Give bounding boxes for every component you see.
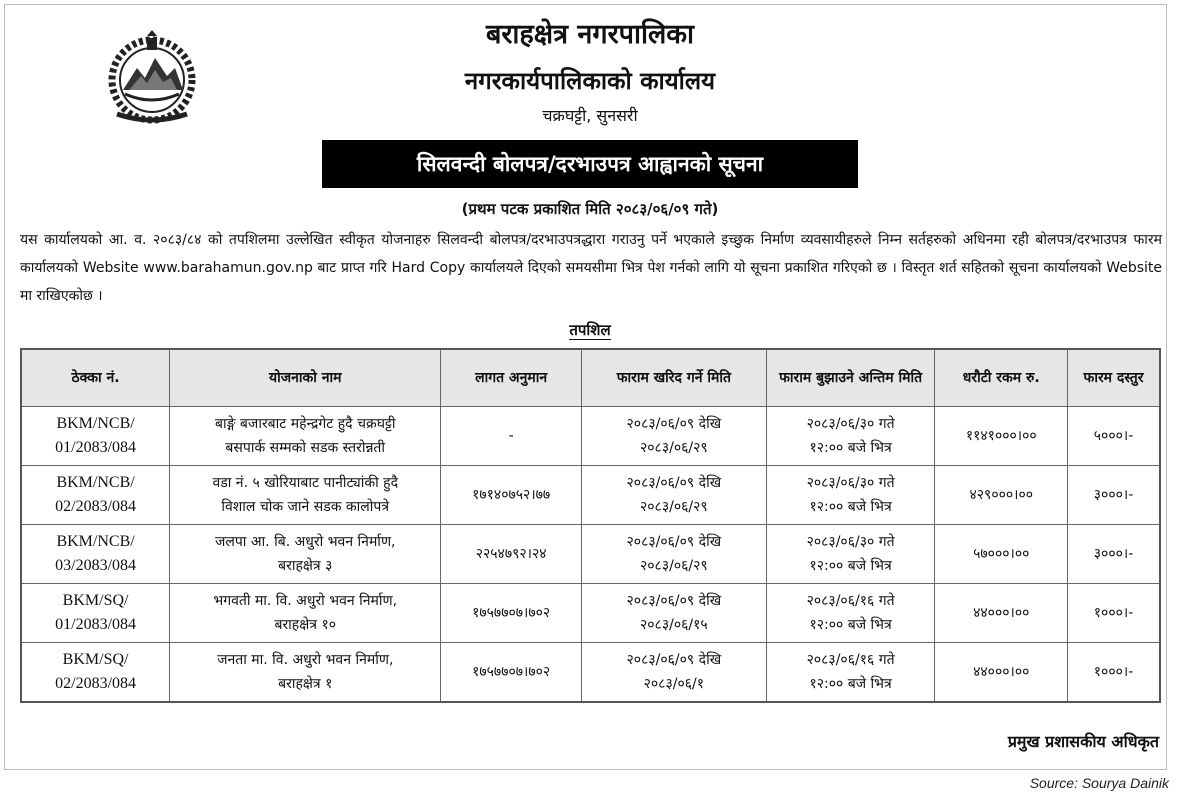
municipality-emblem-icon xyxy=(95,28,210,128)
form-fee-cell: ५०००।- xyxy=(1068,407,1160,466)
contract-no-line: BKM/SQ/ xyxy=(62,592,129,609)
deadline-cell xyxy=(766,466,935,525)
office-name: नगरकार्यपालिकाको कार्यालय xyxy=(464,67,716,95)
purchase-date-cell xyxy=(581,466,766,525)
project-name-line: जनता मा. वि. अधुरो भवन निर्माण, xyxy=(217,652,394,668)
deadline-line: १२:०० बजे भित्र xyxy=(809,676,892,692)
project-name-line: वडा नं. ५ खोरियाबाट पानीट्यांकी हुदै xyxy=(212,475,399,491)
schedule-heading xyxy=(480,318,700,342)
contract-no-line: 02/2083/084 xyxy=(55,675,137,692)
column-header-purchase-date: फाराम खरिद गर्ने मिति xyxy=(581,349,766,407)
project-name-line: बराहक्षेत्र १० xyxy=(274,617,337,633)
deadline-line: २०८३/०६/३० गते xyxy=(806,475,895,491)
deadline-line: १२:०० बजे भित्र xyxy=(809,558,892,574)
purchase-date-line: २०८३/०६/०९ देखि xyxy=(626,416,722,432)
purchase-date-line: २०८३/०६/०९ देखि xyxy=(626,593,722,609)
purchase-date-line: २०८३/०६/०९ देखि xyxy=(626,652,722,668)
contract-no-cell xyxy=(21,466,170,525)
project-name-line: बसपार्क सम्मको सडक स्तरोन्नती xyxy=(225,440,386,456)
project-name-cell xyxy=(170,407,441,466)
schedule-heading-label: तपशिल xyxy=(569,321,611,339)
deposit-cell: ५७०००।०० xyxy=(935,525,1068,584)
project-name-line: विशाल चोक जाने सडक कालोपत्रे xyxy=(221,499,390,515)
form-fee-cell: १०००।- xyxy=(1068,643,1160,703)
deposit-cell: ११४१०००।०० xyxy=(935,407,1068,466)
column-header-form-fee: फारम दस्तुर xyxy=(1068,349,1160,407)
project-name-cell xyxy=(170,584,441,643)
form-fee-cell: १०००।- xyxy=(1068,584,1160,643)
project-name-cell xyxy=(170,525,441,584)
contract-no-line: BKM/NCB/ xyxy=(56,533,135,550)
deadline-line: १२:०० बजे भित्र xyxy=(809,440,892,456)
contract-no-cell xyxy=(21,643,170,703)
notice-title-banner: सिलवन्दी बोलपत्र/दरभाउपत्र आह्वानको सूचना xyxy=(322,140,858,188)
org-name: बराहक्षेत्र नगरपालिका xyxy=(485,19,695,50)
deadline-line: २०८३/०६/३० गते xyxy=(806,534,895,550)
table-row xyxy=(21,407,1160,466)
project-name-line: भगवती मा. वि. अधुरो भवन निर्माण, xyxy=(213,593,398,609)
project-name-line: बराहक्षेत्र ३ xyxy=(278,558,333,574)
contract-no-cell xyxy=(21,407,170,466)
table-row xyxy=(21,525,1160,584)
office-address: चक्रघट्टी, सुनसरी xyxy=(542,106,638,125)
contract-no-line: BKM/NCB/ xyxy=(56,415,135,432)
purchase-date-line: २०८३/०६/२९ xyxy=(639,440,708,456)
column-header-project-name: योजनाको नाम xyxy=(170,349,441,407)
column-header-contract-no: ठेक्का नं. xyxy=(21,349,170,407)
table-header-row xyxy=(21,349,1160,407)
notice-body-text: यस कार्यालयको आ. व. २०८३/८४ को तपशिलमा उल्लेखित स्वीकृत योजनाहरु सिलवन्दी बोलपत्र/दरभाउपत्रद्धारा गराउनु पर्ने भएकाले इच्छुक निर्माण व्यवसायीहरुले निम्न सर्तहरुको अधिनमा रही बोलपत्र/दरभाउपत्र फारम कार्यालयको Website www.barahamun.gov.np बाट प्राप्त गरि Hard Copy कार्यालयले दिएको समयसीमा भित्र पेश गर्नको लागि यो सूचना प्रकाशित गरिएको छ । विस्तृत शर्त सहितको सूचना कार्यालयको Website मा राखिएकोछ । xyxy=(20,232,1163,304)
form-fee-cell: ३०००।- xyxy=(1068,525,1160,584)
deposit-cell: ४२९०००।०० xyxy=(935,466,1068,525)
project-name-cell xyxy=(170,643,441,703)
source-credit: Source: Sourya Dainik xyxy=(1029,775,1169,791)
deadline-cell xyxy=(766,584,935,643)
deadline-line: १२:०० बजे भित्र xyxy=(809,499,892,515)
purchase-date-line: २०८३/०६/२९ xyxy=(639,558,708,574)
table-row xyxy=(21,584,1160,643)
contract-no-line: BKM/NCB/ xyxy=(56,474,135,491)
deadline-line: २०८३/०६/१६ गते xyxy=(806,593,895,609)
contract-no-cell xyxy=(21,584,170,643)
project-name-line: बाङ्गे बजारबाट महेन्द्रगेट हुदै चक्रघट्टी xyxy=(215,416,396,432)
purchase-date-line: २०८३/०६/१५ xyxy=(639,617,708,633)
column-header-deposit-amount: धरौटी रकम रु. xyxy=(935,349,1068,407)
contract-no-line: 01/2083/084 xyxy=(55,439,137,456)
column-header-cost-estimate: लागत अनुमान xyxy=(441,349,582,407)
cost-estimate-cell: १७५७७०७।७०२ xyxy=(441,643,582,703)
cost-estimate-cell: १७१४०७५२।७७ xyxy=(441,466,582,525)
table-row xyxy=(21,643,1160,703)
purchase-date-line: २०८३/०६/२९ xyxy=(639,499,708,515)
deadline-line: २०८३/०६/३० गते xyxy=(806,416,895,432)
deadline-line: २०८३/०६/१६ गते xyxy=(806,652,895,668)
purchase-date-cell xyxy=(581,643,766,703)
deadline-cell xyxy=(766,525,935,584)
project-name-line: बराहक्षेत्र १ xyxy=(278,676,333,692)
publication-date-note: (प्रथम पटक प्रकाशित मिति २०८३/०६/०९ गते) xyxy=(461,200,719,218)
contract-no-line: 02/2083/084 xyxy=(55,498,137,515)
purchase-date-cell xyxy=(581,407,766,466)
contract-no-cell xyxy=(21,525,170,584)
deposit-cell: ४४०००।०० xyxy=(935,584,1068,643)
contract-no-line: 03/2083/084 xyxy=(55,557,137,574)
deadline-cell xyxy=(766,643,935,703)
cost-estimate-cell: १७५७७०७।७०२ xyxy=(441,584,582,643)
table-row xyxy=(21,466,1160,525)
purchase-date-cell xyxy=(581,525,766,584)
purchase-date-line: २०८३/०६/०९ देखि xyxy=(626,475,722,491)
purchase-date-line: २०८३/०६/०९ देखि xyxy=(626,534,722,550)
purchase-date-line: २०८३/०६/१ xyxy=(643,676,705,692)
cost-estimate-cell: २२५४७९२।२४ xyxy=(441,525,582,584)
deposit-cell: ४४०००।०० xyxy=(935,643,1068,703)
project-name-cell xyxy=(170,466,441,525)
deadline-line: १२:०० बजे भित्र xyxy=(809,617,892,633)
column-header-submission-deadline: फाराम बुझाउने अन्तिम मिति xyxy=(766,349,935,407)
contract-no-line: BKM/SQ/ xyxy=(62,651,129,668)
cost-estimate-cell: - xyxy=(441,407,582,466)
contract-no-line: 01/2083/084 xyxy=(55,616,137,633)
purchase-date-cell xyxy=(581,584,766,643)
signatory-title: प्रमुख प्रशासकीय अधिकृत xyxy=(1007,732,1159,751)
project-name-line: जलपा आ. बि. अधुरो भवन निर्माण, xyxy=(214,534,396,550)
deadline-cell xyxy=(766,407,935,466)
contracts-table xyxy=(20,348,1161,703)
form-fee-cell: ३०००।- xyxy=(1068,466,1160,525)
